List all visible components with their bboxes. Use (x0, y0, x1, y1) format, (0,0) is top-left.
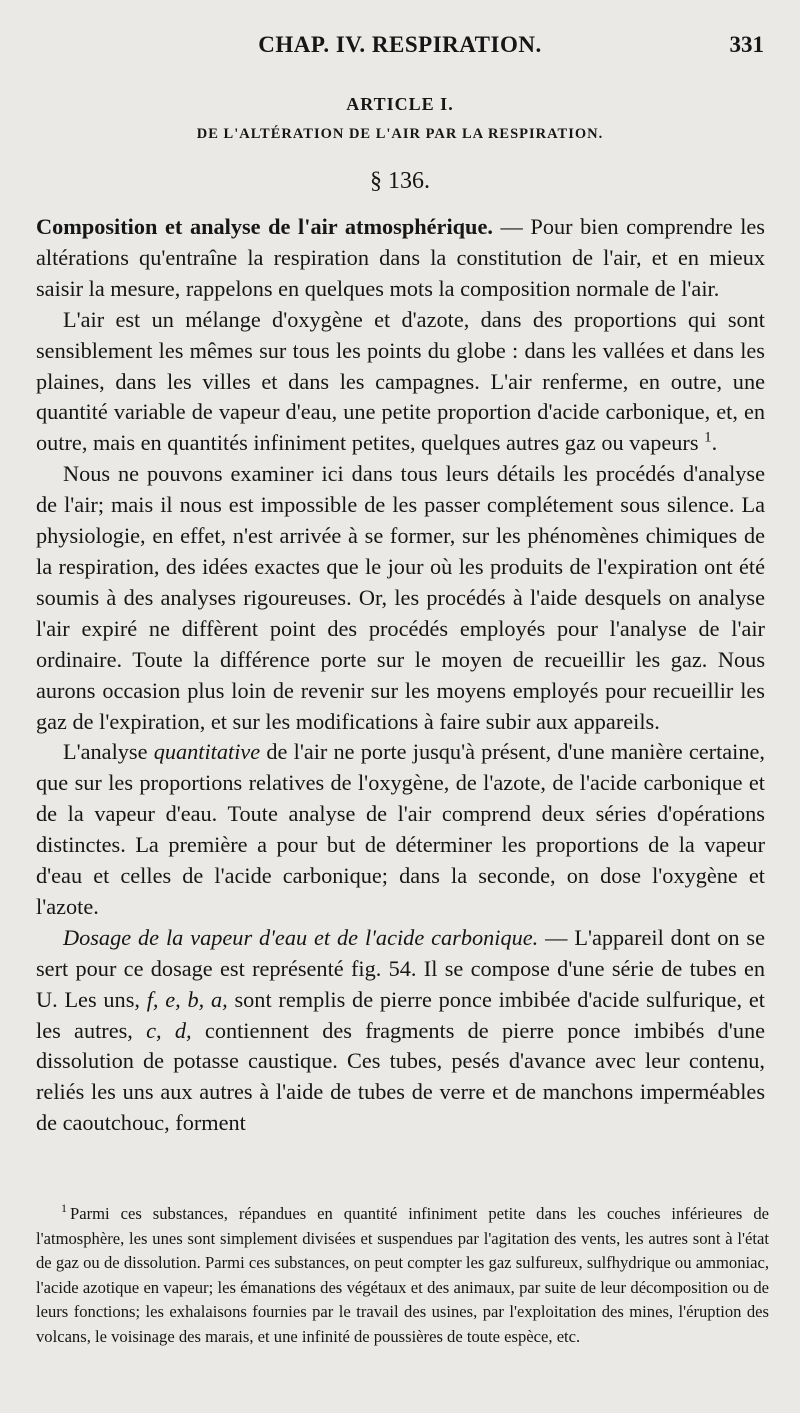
paragraph-2-text: L'air est un mélange d'oxygène et d'azote, dans des proportions qui sont sensiblement les mêmes sur tous les points du globe : dans les vallées et dans les plaines, dans les villes et dans les campagnes. L'air renferme, en outre, une quantité variable de vapeur d'eau, une petite proportion d'acide carbonique, et, en outre, mais en quantités infiniment petites, quelques autres gaz ou vapeurs (36, 306, 765, 456)
footnote-reference: 1 (704, 429, 712, 446)
paragraph-1 (36, 212, 765, 305)
paragraph-2 (36, 305, 765, 460)
page-number: 331 (729, 32, 764, 57)
article-heading: ARTICLE I. (346, 94, 454, 114)
paragraph-5-part-a: — L'appareil dont on se sert pour ce dosage est représenté fig. 54. Il se compose d'une série de tubes en U. Les uns, (36, 924, 765, 1012)
paragraph-5-letters-1: f, e, b, a, (146, 986, 228, 1012)
paragraph-5-part-b: sont remplis de pierre ponce imbibée d'acide sulfurique, et les autres, (36, 986, 765, 1043)
paragraph-5 (36, 923, 765, 1139)
footnote-text: Parmi ces substances, répandues en quantité infiniment petite dans les couches inférieures de l'atmosphère, les unes sont simplement divisées et suspendues par l'agitation des vents, les autres sont à l'état de gaz ou de dissolution. Parmi ces substances, on peut compter les gaz sulfureux, sulfhydrique ou ammoniac, l'acide azotique en vapeur; les émanations des végétaux et des animaux, par suite de leur décomposition ou de leurs fonctions; les exhalaisons fournies par le travail des usines, par l'exploitation des mines, l'éruption des volcans, le voisinage des marais, et une infinité de poussières de toute espèce, etc. (36, 1204, 769, 1346)
footnote-1 (36, 1202, 769, 1350)
paragraph-4 (36, 737, 765, 922)
paragraph-5-letters-2: c, d, (146, 1017, 192, 1043)
running-head-title: CHAP. IV. RESPIRATION. (258, 32, 542, 57)
paragraph-4-rest: de l'air ne porte jusqu'à présent, d'une manière certaine, que sur les proportions relatives de l'oxygène, de l'azote, de l'acide carbonique et de la vapeur d'eau. Toute analyse de l'air comprend deux séries d'opérations distinctes. La première a pour but de déterminer les proportions de la vapeur d'eau et celles de l'acide carbonique; dans la seconde, on dose l'oxygène et l'azote. (36, 739, 765, 919)
paragraph-5-heading: Dosage de la vapeur d'eau et de l'acide carbonique. (63, 924, 539, 950)
paragraph-5-part-c: contiennent des fragments de pierre ponce imbibés d'une dissolution de potasse caustique. Ces tubes, pesés d'avance avec leur contenu, reliés les uns aux autres à l'aide de tubes de verre et de manchons imperméables de caoutchouc, forment (36, 1017, 766, 1136)
body-text (36, 212, 765, 1139)
footnote-mark: 1 (61, 1201, 67, 1216)
paragraph-4-italic: quantitative (153, 739, 261, 765)
footnotes (36, 1202, 769, 1350)
section-number: § 136. (370, 168, 430, 194)
running-head (36, 28, 764, 64)
paragraph-4-start: L'analyse (63, 739, 154, 765)
paragraph-3: Nous ne pouvons examiner ici dans tous leurs détails les procédés d'analyse de l'air; mais il nous est impossible de les passer complétement sous silence. La physiologie, en effet, n'est arrivée à se former, sur les phénomènes chimiques de la respiration, des idées exactes que le jour où les produits de l'expiration ont été soumis à des analyses rigoureuses. Or, les procédés à l'aide desquels on analyse l'air expiré ne diffèrent point des procédés employés pour l'analyse de l'air ordinaire. Toute la différence porte sur le moyen de recueillir les gaz. Nous aurons occasion plus loin de revenir sur les moyens employés pour recueillir les gaz de l'expiration, et sur les modifications à faire subir aux appareils. (36, 461, 765, 734)
paragraph-1-rest: — Pour bien comprendre les altérations qu'entraîne la respiration dans la constitution de l'air, et en mieux saisir la mesure, rappelons en quelques mots la composition normale de l'air. (36, 214, 765, 301)
paragraph-1-lead: Composition et analyse de l'air atmosphérique. (36, 214, 493, 239)
article-subtitle: DE L'ALTÉRATION DE L'AIR PAR LA RESPIRATION. (196, 126, 604, 142)
paragraph-2-end: . (711, 430, 718, 456)
